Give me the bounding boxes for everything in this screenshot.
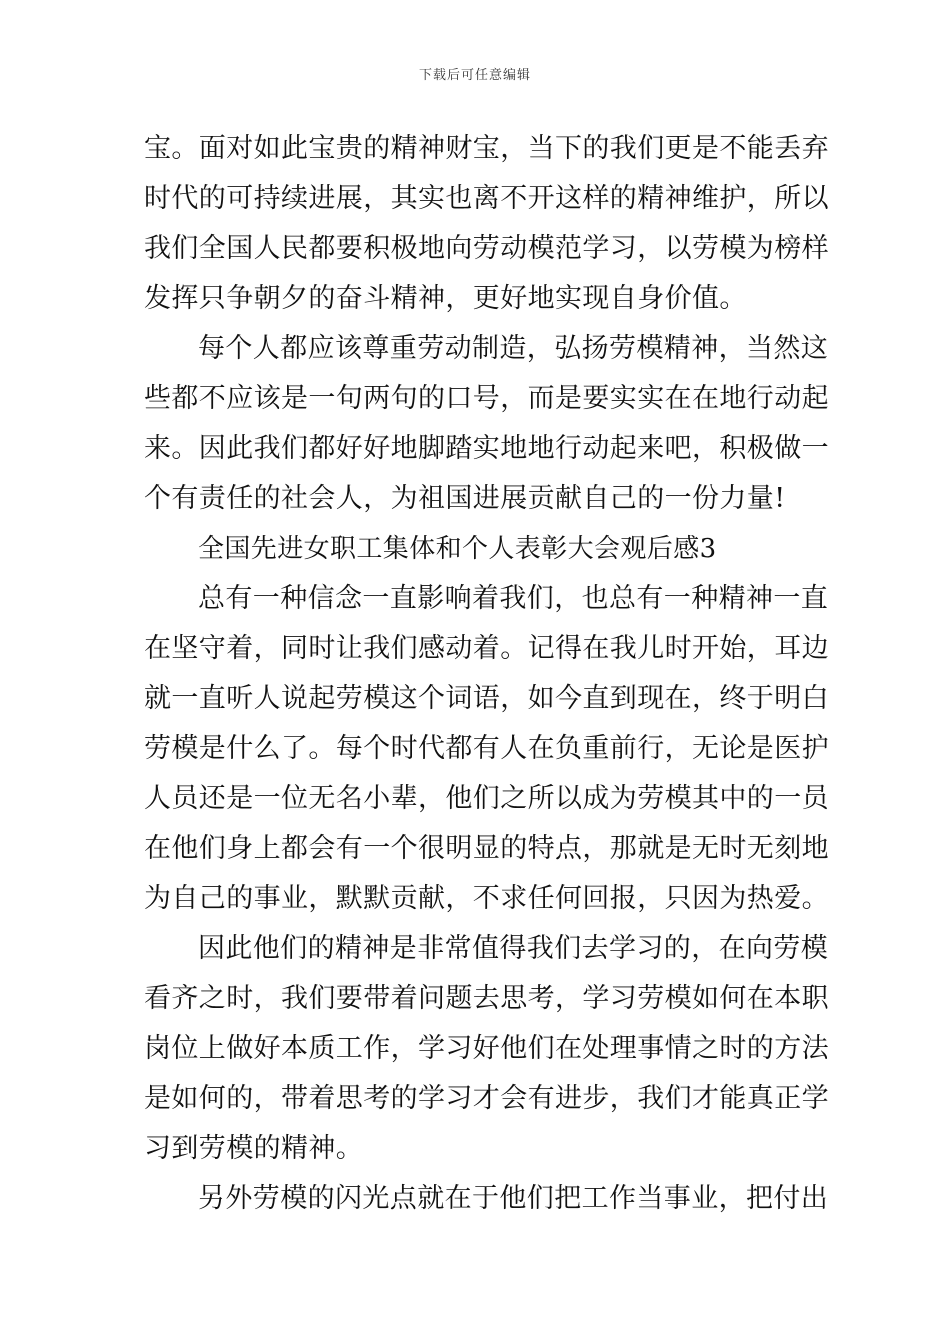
paragraph: [144, 324, 829, 524]
text-line: 就一直听人说起劳模这个词语，如今直到现在，终于明白: [144, 683, 829, 714]
text-line: 因此他们的精神是非常值得我们去学习的，在向劳模: [198, 933, 829, 964]
text-line: 宝。面对如此宝贵的精神财宝，当下的我们更是不能丢弃: [144, 133, 829, 164]
text-line: 岗位上做好本质工作，学习好他们在处理事情之时的方法: [144, 1033, 829, 1064]
text-line: 个有责任的社会人，为祖国进展贡献自己的一份力量!: [144, 483, 786, 514]
text-line: 在坚守着，同时让我们感动着。记得在我儿时开始，耳边: [144, 633, 829, 664]
paragraph: [144, 574, 829, 924]
paragraph: [144, 924, 829, 1174]
text-line: 看齐之时，我们要带着问题去思考，学习劳模如何在本职: [144, 983, 829, 1014]
page-header: 下载后可任意编辑: [418, 68, 531, 83]
heading-line: 全国先进女职工集体和个人表彰大会观后感3: [198, 534, 717, 564]
text-line: 是如何的，带着思考的学习才会有进步，我们才能真正学: [144, 1083, 829, 1114]
text-line: 些都不应该是一句两句的口号，而是要实实在在地行动起: [144, 383, 829, 414]
text-line: 时代的可持续进展，其实也离不开这样的精神维护，所以: [144, 183, 829, 214]
text-line: 每个人都应该尊重劳动制造，弘扬劳模精神，当然这: [198, 333, 829, 364]
text-line: 我们全国人民都要积极地向劳动模范学习，以劳模为榜样: [144, 233, 829, 264]
text-line: 人员还是一位无名小辈，他们之所以成为劳模其中的一员: [144, 783, 829, 814]
text-line: 在他们身上都会有一个很明显的特点，那就是无时无刻地: [144, 833, 829, 864]
text-line: 习到劳模的精神。: [144, 1133, 364, 1164]
document-body: [144, 124, 829, 1224]
text-line: 为自己的事业，默默贡献，不求任何回报，只因为热爱。: [144, 883, 829, 914]
text-line: 发挥只争朝夕的奋斗精神，更好地实现自身价值。: [144, 283, 747, 314]
paragraph: [144, 1174, 829, 1224]
text-line: 另外劳模的闪光点就在于他们把工作当事业，把付出: [198, 1183, 829, 1214]
text-line: 来。因此我们都好好地脚踏实地地行动起来吧，积极做一: [144, 433, 829, 464]
text-line: 劳模是什么了。每个时代都有人在负重前行，无论是医护: [144, 733, 829, 764]
text-line: 总有一种信念一直影响着我们，也总有一种精神一直: [198, 583, 829, 614]
section-heading: [144, 524, 809, 574]
paragraph-continuation: [144, 124, 829, 324]
